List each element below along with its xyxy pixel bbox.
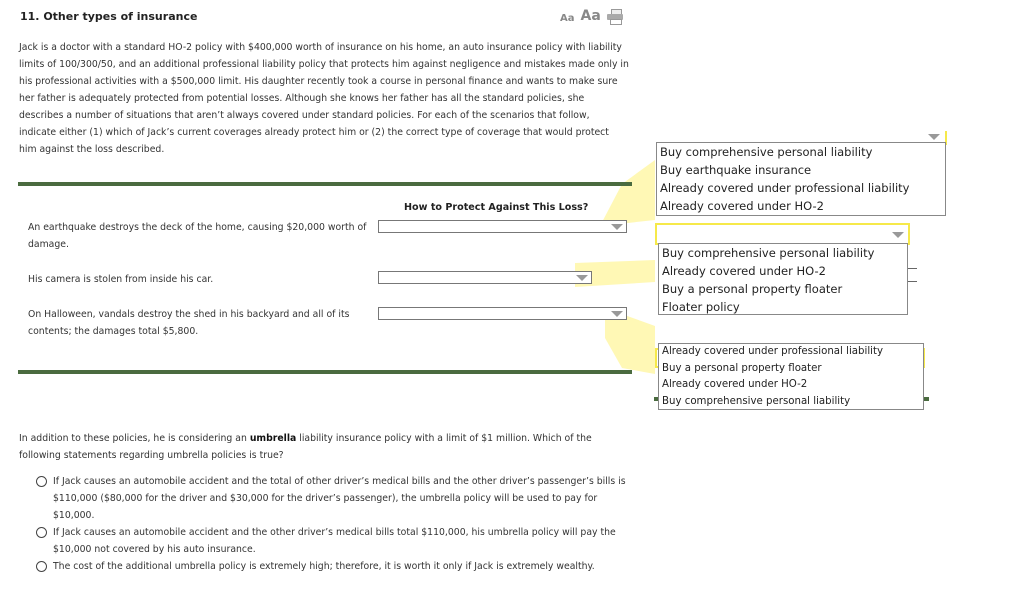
chevron-down-icon — [892, 232, 904, 238]
dropdown-2-list — [658, 243, 908, 315]
choice-text: If Jack causes an automobile accident and the total of other driver’s medical bills and the other driver’s passenger’s bills is $110,000 ($80,000 for the driver and $30,000 for the driver’s passenger), the umbrella policy will be used to pay for $10,000. — [53, 476, 626, 521]
scenario-earthquake: An earthquake destroys the deck of the home, causing $20,000 worth of damage. — [28, 222, 367, 250]
dropdown-3-option[interactable]: Already covered under professional liability — [662, 346, 884, 357]
dropdown-2-option[interactable]: Buy comprehensive personal liability — [662, 246, 875, 260]
chevron-down-icon — [576, 275, 588, 281]
answer-select-1[interactable] — [378, 220, 627, 233]
chevron-down-icon — [928, 134, 940, 140]
dropdown-2-select[interactable] — [655, 223, 910, 245]
dropdown-2-option[interactable]: Floater policy — [662, 300, 740, 314]
dropdown-1-option[interactable]: Buy earthquake insurance — [660, 163, 812, 177]
radio-button[interactable] — [36, 476, 47, 487]
dropdown-3-option[interactable]: Buy a personal property floater — [662, 362, 822, 374]
choice-text: The cost of the additional umbrella policy is extremely high; therefore, it is worth it only if Jack is extremely wealthy. — [53, 561, 595, 572]
chevron-down-icon — [611, 311, 623, 317]
dropdown-1-list — [656, 142, 946, 216]
dropdown-3-list — [658, 343, 924, 410]
rule-end-mark — [924, 397, 929, 401]
increase-font-button[interactable]: Aa — [580, 8, 601, 24]
connector-tick — [908, 268, 917, 269]
answer-select-2[interactable] — [378, 271, 592, 284]
answer-select-3[interactable] — [378, 307, 627, 320]
section-divider-bottom — [18, 370, 632, 374]
answer-choice-3[interactable] — [36, 558, 626, 575]
rule-end-mark — [654, 397, 658, 401]
scenario-vandals: On Halloween, vandals destroy the shed in his backyard and all of its contents; the damages total $5,800. — [28, 309, 350, 337]
section-divider-top — [18, 182, 632, 186]
radio-button[interactable] — [36, 561, 47, 572]
scenario-camera: His camera is stolen from inside his car. — [28, 274, 214, 285]
answer-choice-1[interactable] — [36, 473, 626, 524]
umbrella-keyword: umbrella — [249, 433, 297, 444]
chevron-down-icon — [611, 224, 623, 230]
dropdown-1-option[interactable]: Buy comprehensive personal liability — [660, 145, 873, 159]
font-size-tools — [560, 8, 624, 24]
decrease-font-button[interactable]: Aa — [560, 13, 575, 24]
connector-tick — [908, 281, 917, 282]
radio-button[interactable] — [36, 527, 47, 538]
dropdown-2-option[interactable]: Already covered under HO-2 — [662, 264, 826, 278]
question-title: 11. Other types of insurance — [20, 10, 198, 23]
dropdown-1-option[interactable]: Already covered under professional liability — [660, 181, 910, 195]
print-icon[interactable] — [607, 9, 624, 24]
dropdown-3-option[interactable]: Buy comprehensive personal liability — [662, 395, 851, 407]
answer-choice-2[interactable] — [36, 524, 626, 558]
dropdown-3-option[interactable]: Already covered under HO-2 — [662, 379, 808, 390]
dropdown-1-option[interactable]: Already covered under HO-2 — [660, 199, 824, 213]
umbrella-question: In addition to these policies, he is considering an umbrella liability insurance policy with a limit of $1 million. Which of the following statements regarding umbrella policies is true? — [19, 433, 592, 461]
column-header: How to Protect Against This Loss? — [404, 202, 589, 213]
question-paragraph: Jack is a doctor with a standard HO-2 policy with $400,000 worth of insurance on his home, an auto insurance policy with liability limits of 100/300/50, and an additional professional liability policy that protects him against negligence and mistakes made only in his professional activities with a $500,000 limit. His daughter recently took a course in personal finance and wants to make sure her father is adequately protected from potential losses. Although she knows her father has all the standard policies, she describes a number of situations that aren’t always covered under standard policies. For each of the scenarios that follow, indicate either (1) which of Jack’s current coverages already protect him or (2) the correct type of coverage that would protect him against the loss described. — [19, 42, 629, 155]
dropdown-2-option[interactable]: Buy a personal property floater — [662, 282, 843, 296]
choice-text: If Jack causes an automobile accident and the other driver’s medical bills total $110,000, his umbrella policy will pay the $10,000 not covered by his auto insurance. — [53, 527, 616, 555]
